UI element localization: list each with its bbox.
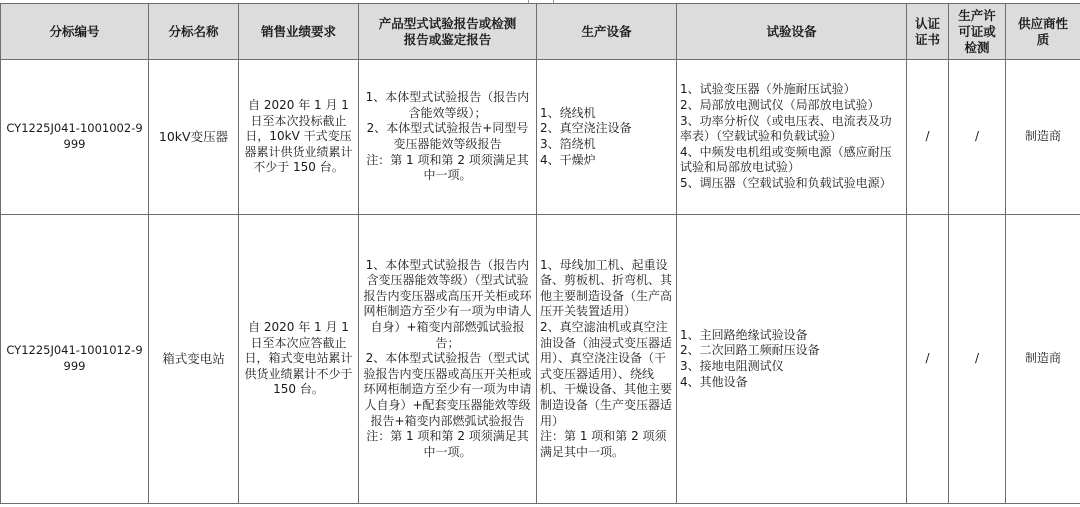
test-item: 4、其他设备 <box>680 374 748 389</box>
test-cell <box>677 60 907 215</box>
production-item: 1、母线加工机、起重设备、剪板机、折弯机、其他主要制造设备（生产高压开关装置适用） <box>540 257 673 319</box>
table-row <box>1 60 1080 215</box>
test-item: 1、主回路绝缘试验设备 <box>680 327 808 342</box>
test-item: 4、中频发电机组或变频电源（感应耐压试验和局部放电试验） <box>680 144 892 175</box>
license-cell: / <box>949 60 1006 215</box>
cert-cell: / <box>907 215 949 504</box>
report-note: 注：第 1 项和第 2 项须满足其中一项。 <box>366 152 529 183</box>
lot-no-cell: CY1225J041-1001002-9999 <box>1 60 149 215</box>
header-test: 试验设备 <box>677 4 907 60</box>
test-cell <box>677 215 907 504</box>
production-item: 4、干燥炉 <box>540 152 596 167</box>
header-cert: 认证证书 <box>907 4 949 60</box>
production-item: 1、绕线机 <box>540 105 596 120</box>
report-item: 2、本体型式试验报告（型式试验报告内变压器或高压开关柜或环网柜制造方至少有一项为申请人自身）+配套变压器能效等级报告+箱变内部燃弧试验报告 <box>363 351 532 428</box>
report-cell <box>359 60 537 215</box>
supplier-cell: 制造商 <box>1006 215 1080 504</box>
header-supplier: 供应商性质 <box>1006 4 1080 60</box>
qualification-table <box>0 3 1080 504</box>
license-cell: / <box>949 215 1006 504</box>
sales-cell: 自 2020 年 1 月 1 日至本次投标截止日，10kV 干式变压器累计供货业绩累计不少于 150 台。 <box>239 60 359 215</box>
production-cell <box>537 60 677 215</box>
supplier-cell: 制造商 <box>1006 60 1080 215</box>
header-report: 产品型式试验报告或检测报告或鉴定报告 <box>359 4 537 60</box>
header-row <box>1 4 1080 60</box>
table-row <box>1 215 1080 504</box>
header-license: 生产许可证或检测 <box>949 4 1006 60</box>
header-production: 生产设备 <box>537 4 677 60</box>
production-item: 3、箔绕机 <box>540 137 596 151</box>
production-item: 2、真空浇注设备 <box>540 121 632 136</box>
report-item: 2、本体型式试验报告+同型号变压器能效等级报告 <box>366 121 529 151</box>
test-item: 1、试验变压器（外施耐压试验） <box>680 82 856 97</box>
test-item: 3、功率分析仪（或电压表、电流表及功率表）（空载试验和负载试验） <box>680 113 892 144</box>
test-item: 5、调压器（空载试验和负载试验电源） <box>680 175 892 190</box>
production-item: 2、真空滤油机或真空注油设备（油浸式变压器适用）、真空浇注设备（干式变压器适用）、绕线机、干燥设备、其他主要制造设备（生产变压器适用） <box>540 320 673 428</box>
test-item: 3、接地电阻测试仪 <box>680 359 784 373</box>
lot-name-cell: 箱式变电站 <box>149 215 239 504</box>
lot-no-cell: CY1225J041-1001012-9999 <box>1 215 149 504</box>
header-sales: 销售业绩要求 <box>239 4 359 60</box>
production-note: 注：第 1 项和第 2 项须满足其中一项。 <box>540 429 667 459</box>
test-item: 2、二次回路工频耐压设备 <box>680 343 820 358</box>
header-lot-no: 分标编号 <box>1 4 149 60</box>
lot-name-cell: 10kV变压器 <box>149 60 239 215</box>
production-cell <box>537 215 677 504</box>
test-item: 2、局部放电测试仪（局部放电试验） <box>680 98 880 113</box>
report-item: 1、本体型式试验报告（报告内含能效等级）； <box>365 90 530 120</box>
report-cell <box>359 215 537 504</box>
report-note: 注：第 1 项和第 2 项须满足其中一项。 <box>366 429 529 459</box>
sales-cell: 自 2020 年 1 月 1 日至本次应答截止日，箱式变电站累计供货业绩累计不少于 150 台。 <box>239 215 359 504</box>
report-item: 1、本体型式试验报告（报告内含变压器能效等级）（型式试验报告内变压器或高压开关柜或环网柜制造方至少有一项为申请人自身）+箱变内部燃弧试验报告； <box>363 257 532 350</box>
header-lot-name: 分标名称 <box>149 4 239 60</box>
cert-cell: / <box>907 60 949 215</box>
